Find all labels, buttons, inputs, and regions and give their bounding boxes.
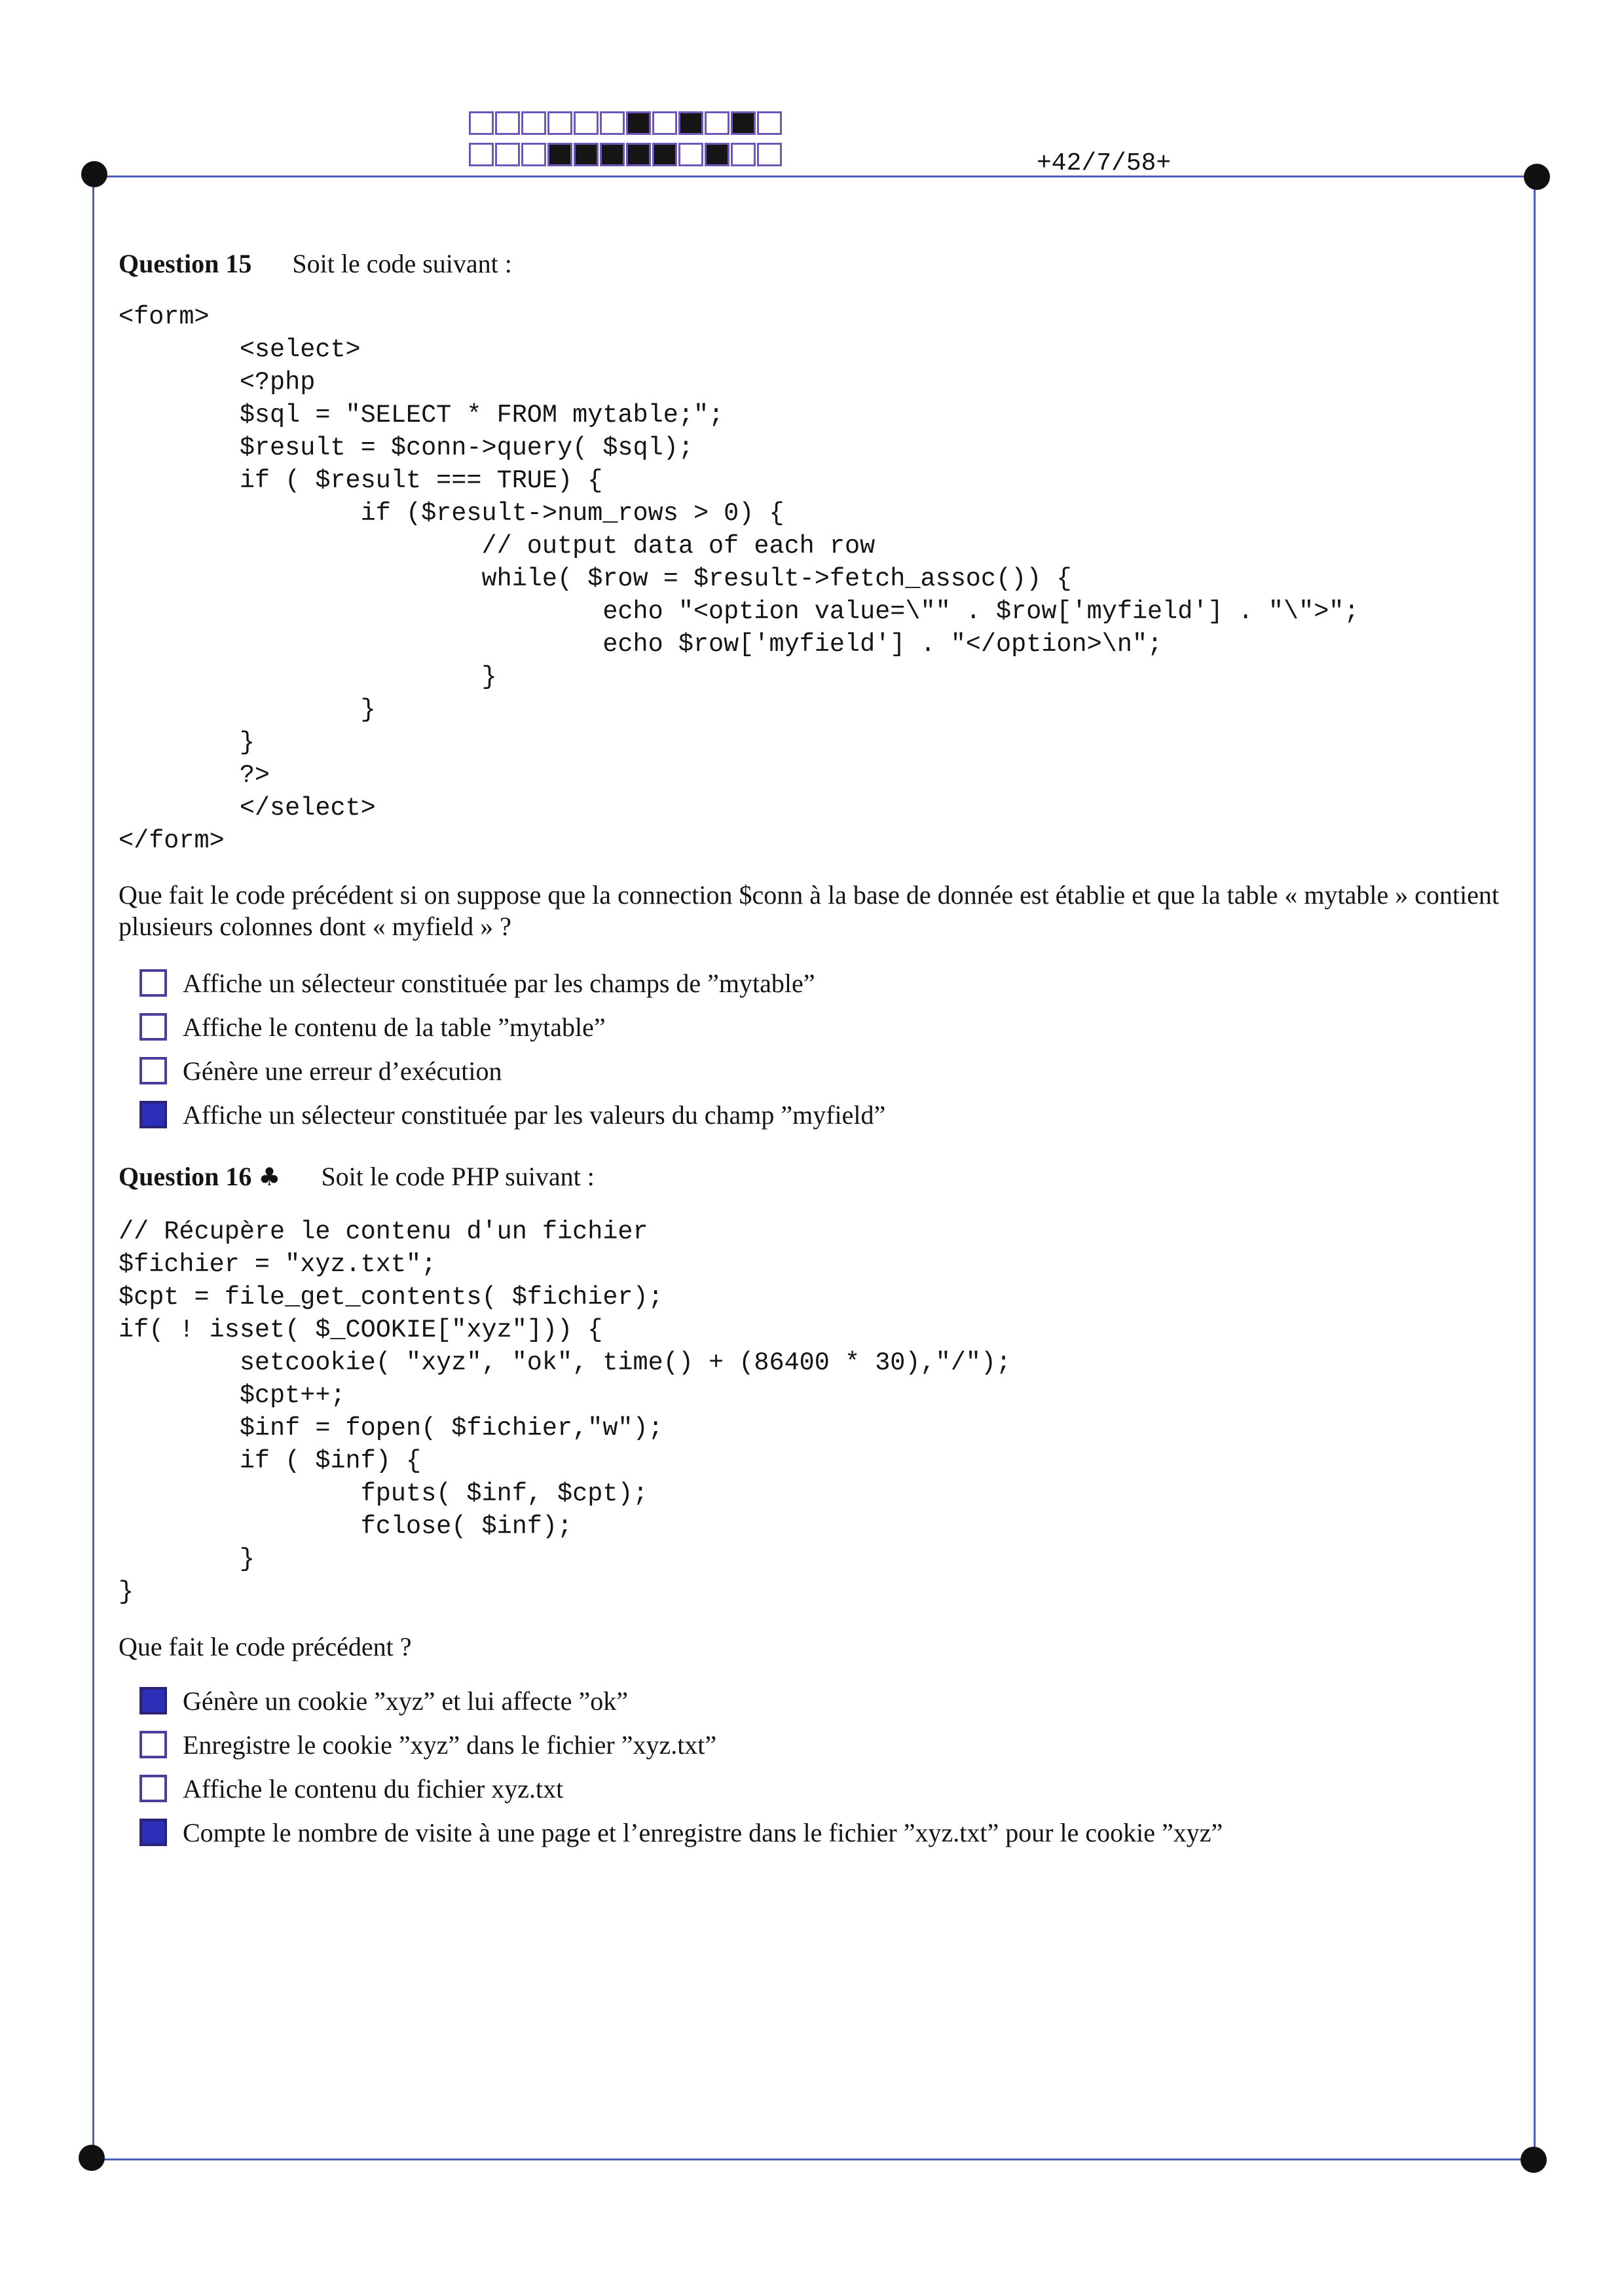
question-title: Soit le code PHP suivant : (321, 1162, 595, 1191)
question-15-prompt: Que fait le code précédent si on suppose que la connection $conn à la base de donnée est établie et que la table « mytable » contient plusieurs colonnes dont « myfield » ? (119, 880, 1500, 941)
barcode-cell (678, 143, 703, 166)
barcode-cell (495, 143, 520, 166)
checkbox[interactable] (139, 969, 167, 997)
barcode-cell (469, 111, 494, 135)
answer-label: Affiche un sélecteur constituée par les valeurs du champ ”myfield” (183, 1100, 886, 1130)
checkbox[interactable] (139, 1819, 167, 1846)
barcode-cell (757, 143, 782, 166)
club-icon: ♣ (258, 1162, 281, 1191)
question-15-answer-3[interactable] (139, 1053, 502, 1088)
frame-top-line (94, 176, 1538, 177)
checkbox[interactable] (139, 1775, 167, 1802)
barcode-cell (626, 143, 651, 166)
answer-label: Affiche le contenu du fichier xyz.txt (183, 1773, 564, 1804)
barcode-cell (547, 143, 572, 166)
question-15-heading (119, 248, 512, 279)
checkbox[interactable] (139, 1013, 167, 1041)
checkbox[interactable] (139, 1687, 167, 1714)
answer-label: Compte le nombre de visite à une page et l’enregistre dans le fichier ”xyz.txt” pour le cookie ”xyz” (183, 1817, 1223, 1847)
corner-mark-top-right (1524, 164, 1550, 190)
answer-label: Affiche le contenu de la table ”mytable” (183, 1012, 606, 1042)
checkbox[interactable] (139, 1731, 167, 1758)
barcode-cell (705, 143, 729, 166)
barcode-cell (652, 143, 677, 166)
answer-label: Génère une erreur d’exécution (183, 1056, 502, 1086)
barcode-cell (574, 143, 599, 166)
barcode-cell (600, 143, 625, 166)
barcode-cell (547, 111, 572, 135)
corner-mark-bottom-right (1521, 2147, 1547, 2173)
barcode-cell (652, 111, 677, 135)
question-title: Soit le code suivant : (292, 249, 512, 278)
barcode-cell (705, 111, 729, 135)
barcode-cell (469, 143, 494, 166)
frame-left-line (92, 176, 94, 2160)
question-15-answer-1[interactable] (139, 965, 815, 1001)
barcode-cell (521, 111, 546, 135)
question-15-answer-2[interactable] (139, 1009, 606, 1045)
answer-label: Enregistre le cookie ”xyz” dans le fichier ”xyz.txt” (183, 1730, 717, 1760)
barcode-cell (521, 143, 546, 166)
corner-mark-top-left (81, 161, 107, 187)
checkbox[interactable] (139, 1057, 167, 1084)
question-16-heading (119, 1161, 595, 1192)
question-16-answer-4[interactable] (139, 1815, 1223, 1850)
answer-label: Affiche un sélecteur constituée par les champs de ”mytable” (183, 968, 815, 998)
barcode-cell (731, 111, 756, 135)
question-15-code: <form> <select> <?php $sql = "SELECT * FROM mytable;"; $result = $conn->query( $sql); if ( $result === TRUE) { if ($result->num_rows > 0) { // output data of each row while( $row = $result->fetch_assoc()) { echo "<option value=\"" . $row['myfield'] . "\">"; echo $row['myfield'] . "</option>\n"; } } } ?> </select> </form> (119, 303, 1359, 855)
question-15-answer-4[interactable] (139, 1097, 885, 1132)
barcode-cell (626, 111, 651, 135)
question-16-prompt: Que fait le code précédent ? (119, 1632, 412, 1661)
barcode-cell (600, 111, 625, 135)
question-16-answer-2[interactable] (139, 1727, 716, 1762)
frame-bottom-line (94, 2158, 1538, 2160)
page-identifier: +42/7/58+ (1037, 149, 1172, 177)
question-16-code: // Récupère le contenu d'un fichier $fichier = "xyz.txt"; $cpt = file_get_contents( $fichier); if( ! isset( $_COOKIE["xyz"])) { setcookie( "xyz", "ok", time() + (86400 * 30),"/"); $cpt++; $inf = fopen( $fichier,"w"); if ( $inf) { fputs( $inf, $cpt); fclose( $inf); } } (119, 1217, 1012, 1606)
barcode-cell (678, 111, 703, 135)
question-16-answer-3[interactable] (139, 1771, 563, 1806)
barcode-cell (757, 111, 782, 135)
question-16-answer-1[interactable] (139, 1683, 628, 1718)
question-number: Question 16 ♣ (119, 1162, 281, 1191)
barcode-cell (574, 111, 599, 135)
checkbox[interactable] (139, 1101, 167, 1128)
question-number: Question 15 (119, 249, 252, 278)
corner-mark-bottom-left (79, 2145, 105, 2171)
frame-right-line (1534, 176, 1536, 2160)
barcode-cell (731, 143, 756, 166)
barcode-cell (495, 111, 520, 135)
answer-label: Génère un cookie ”xyz” et lui affecte ”ok” (183, 1686, 628, 1716)
